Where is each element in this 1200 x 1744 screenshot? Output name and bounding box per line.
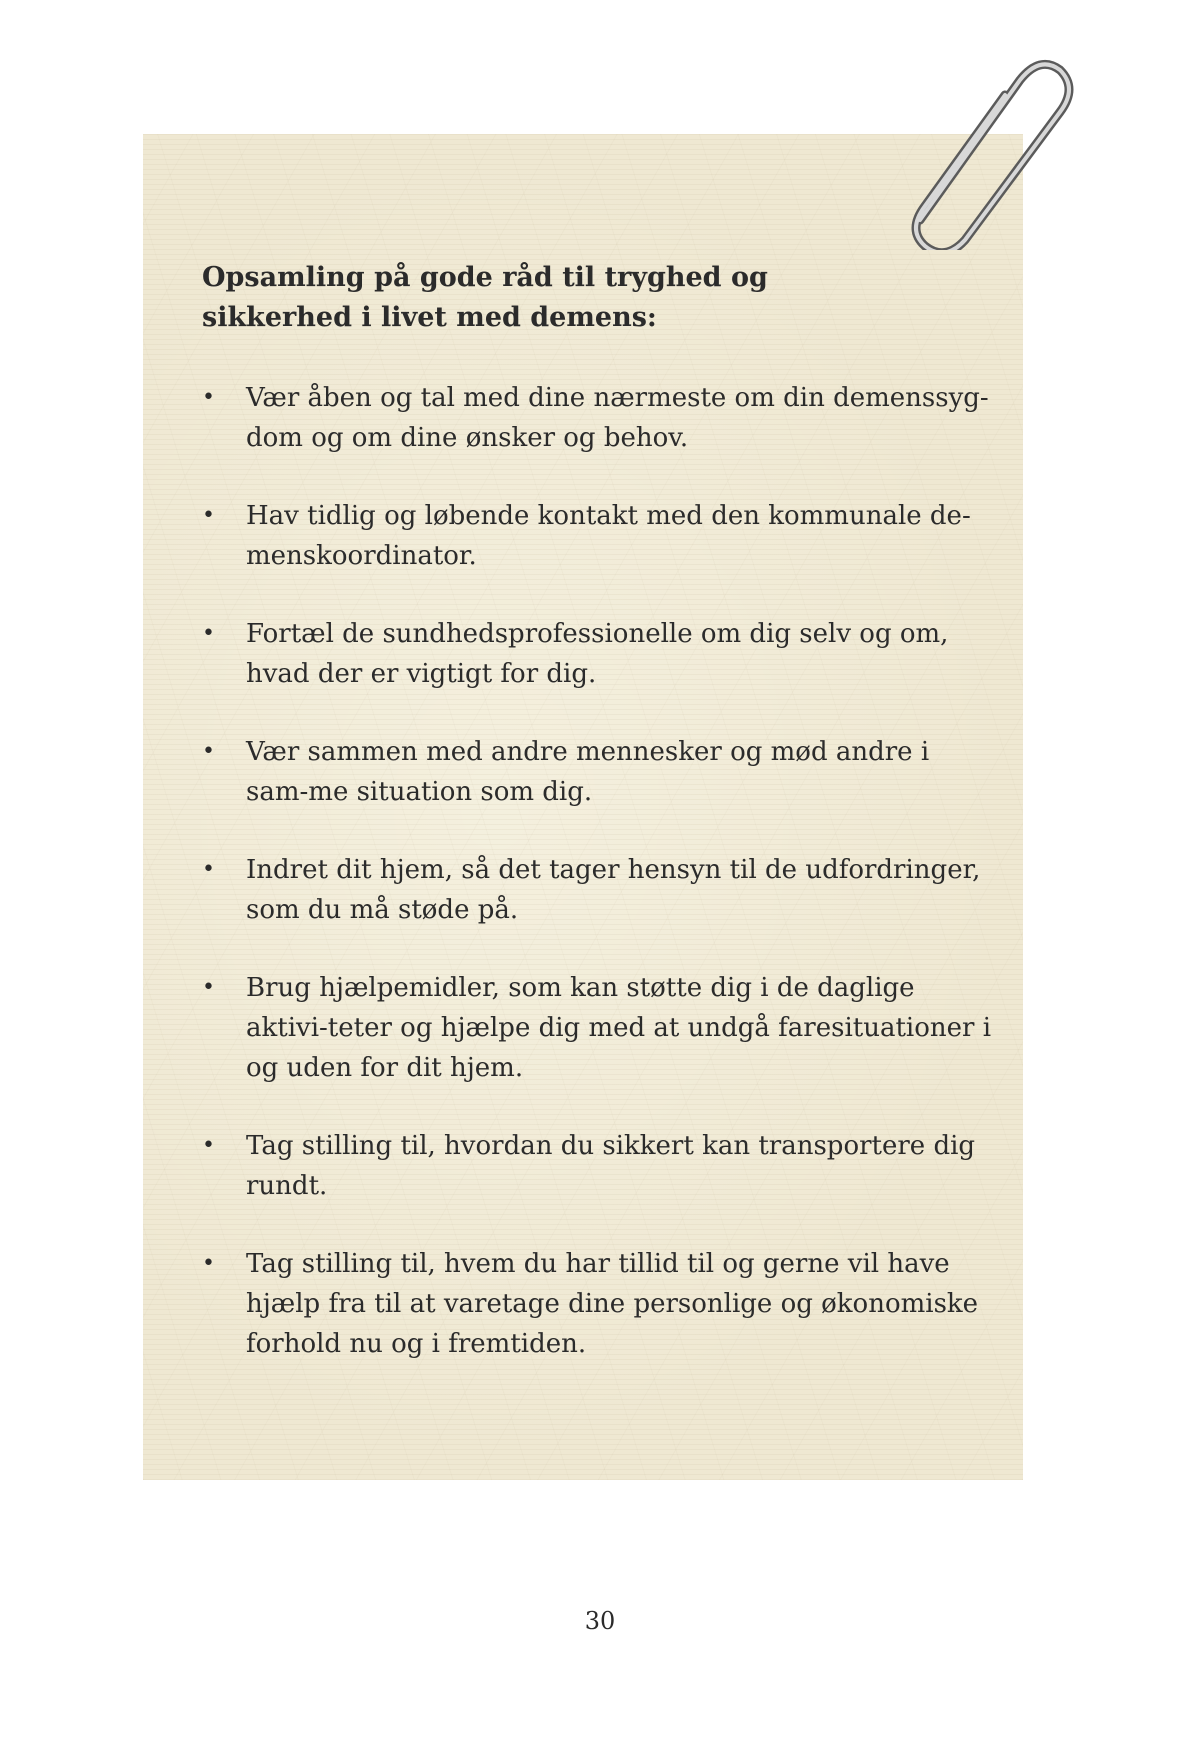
bullet: • — [202, 975, 215, 1000]
summary-heading — [202, 258, 842, 338]
tip-text: Tag stilling til, hvem du har tillid til og gerne vil have hjælp fra til at varetage dine personlige og økonomiske forhold nu og i fremtiden. — [246, 1249, 979, 1359]
list-item — [202, 968, 992, 1088]
bullet: • — [202, 1251, 215, 1276]
bullet: • — [202, 621, 215, 646]
list-item — [202, 614, 992, 694]
bullet: • — [202, 385, 215, 410]
summary-heading-line-1: Opsamling på gode råd til tryghed og — [202, 262, 768, 293]
tip-text: Vær sammen med andre mennesker og mød andre i sam-me situation som dig. — [246, 737, 930, 807]
list-item — [202, 1244, 992, 1364]
list-item — [202, 496, 992, 576]
tip-text: Hav tidlig og løbende kontakt med den kommunale de-menskoordinator. — [246, 501, 971, 571]
paperclip-icon — [880, 50, 1080, 250]
tips-list — [202, 378, 992, 1402]
page-number: 30 — [584, 1607, 616, 1635]
list-item — [202, 732, 992, 812]
tip-text: Tag stilling til, hvordan du sikkert kan transportere dig rundt. — [246, 1131, 976, 1201]
bullet: • — [202, 503, 215, 528]
list-item — [202, 1126, 992, 1206]
list-item — [202, 850, 992, 930]
bullet: • — [202, 1133, 215, 1158]
tip-text: Vær åben og tal med dine nærmeste om din demenssyg-dom og om dine ønsker og behov. — [246, 383, 989, 453]
tip-text: Fortæl de sundhedsprofessionelle om dig selv og om, hvad der er vigtigt for dig. — [246, 619, 949, 689]
bullet: • — [202, 857, 215, 882]
summary-heading-line-2: sikkerhed i livet med demens: — [202, 302, 657, 333]
tip-text: Brug hjælpemidler, som kan støtte dig i de daglige aktivi-teter og hjælpe dig med at undgå faresituationer i og uden for dit hjem. — [246, 973, 992, 1083]
tip-text: Indret dit hjem, så det tager hensyn til de udfordringer, som du må støde på. — [246, 855, 981, 925]
bullet: • — [202, 739, 215, 764]
list-item — [202, 378, 992, 458]
